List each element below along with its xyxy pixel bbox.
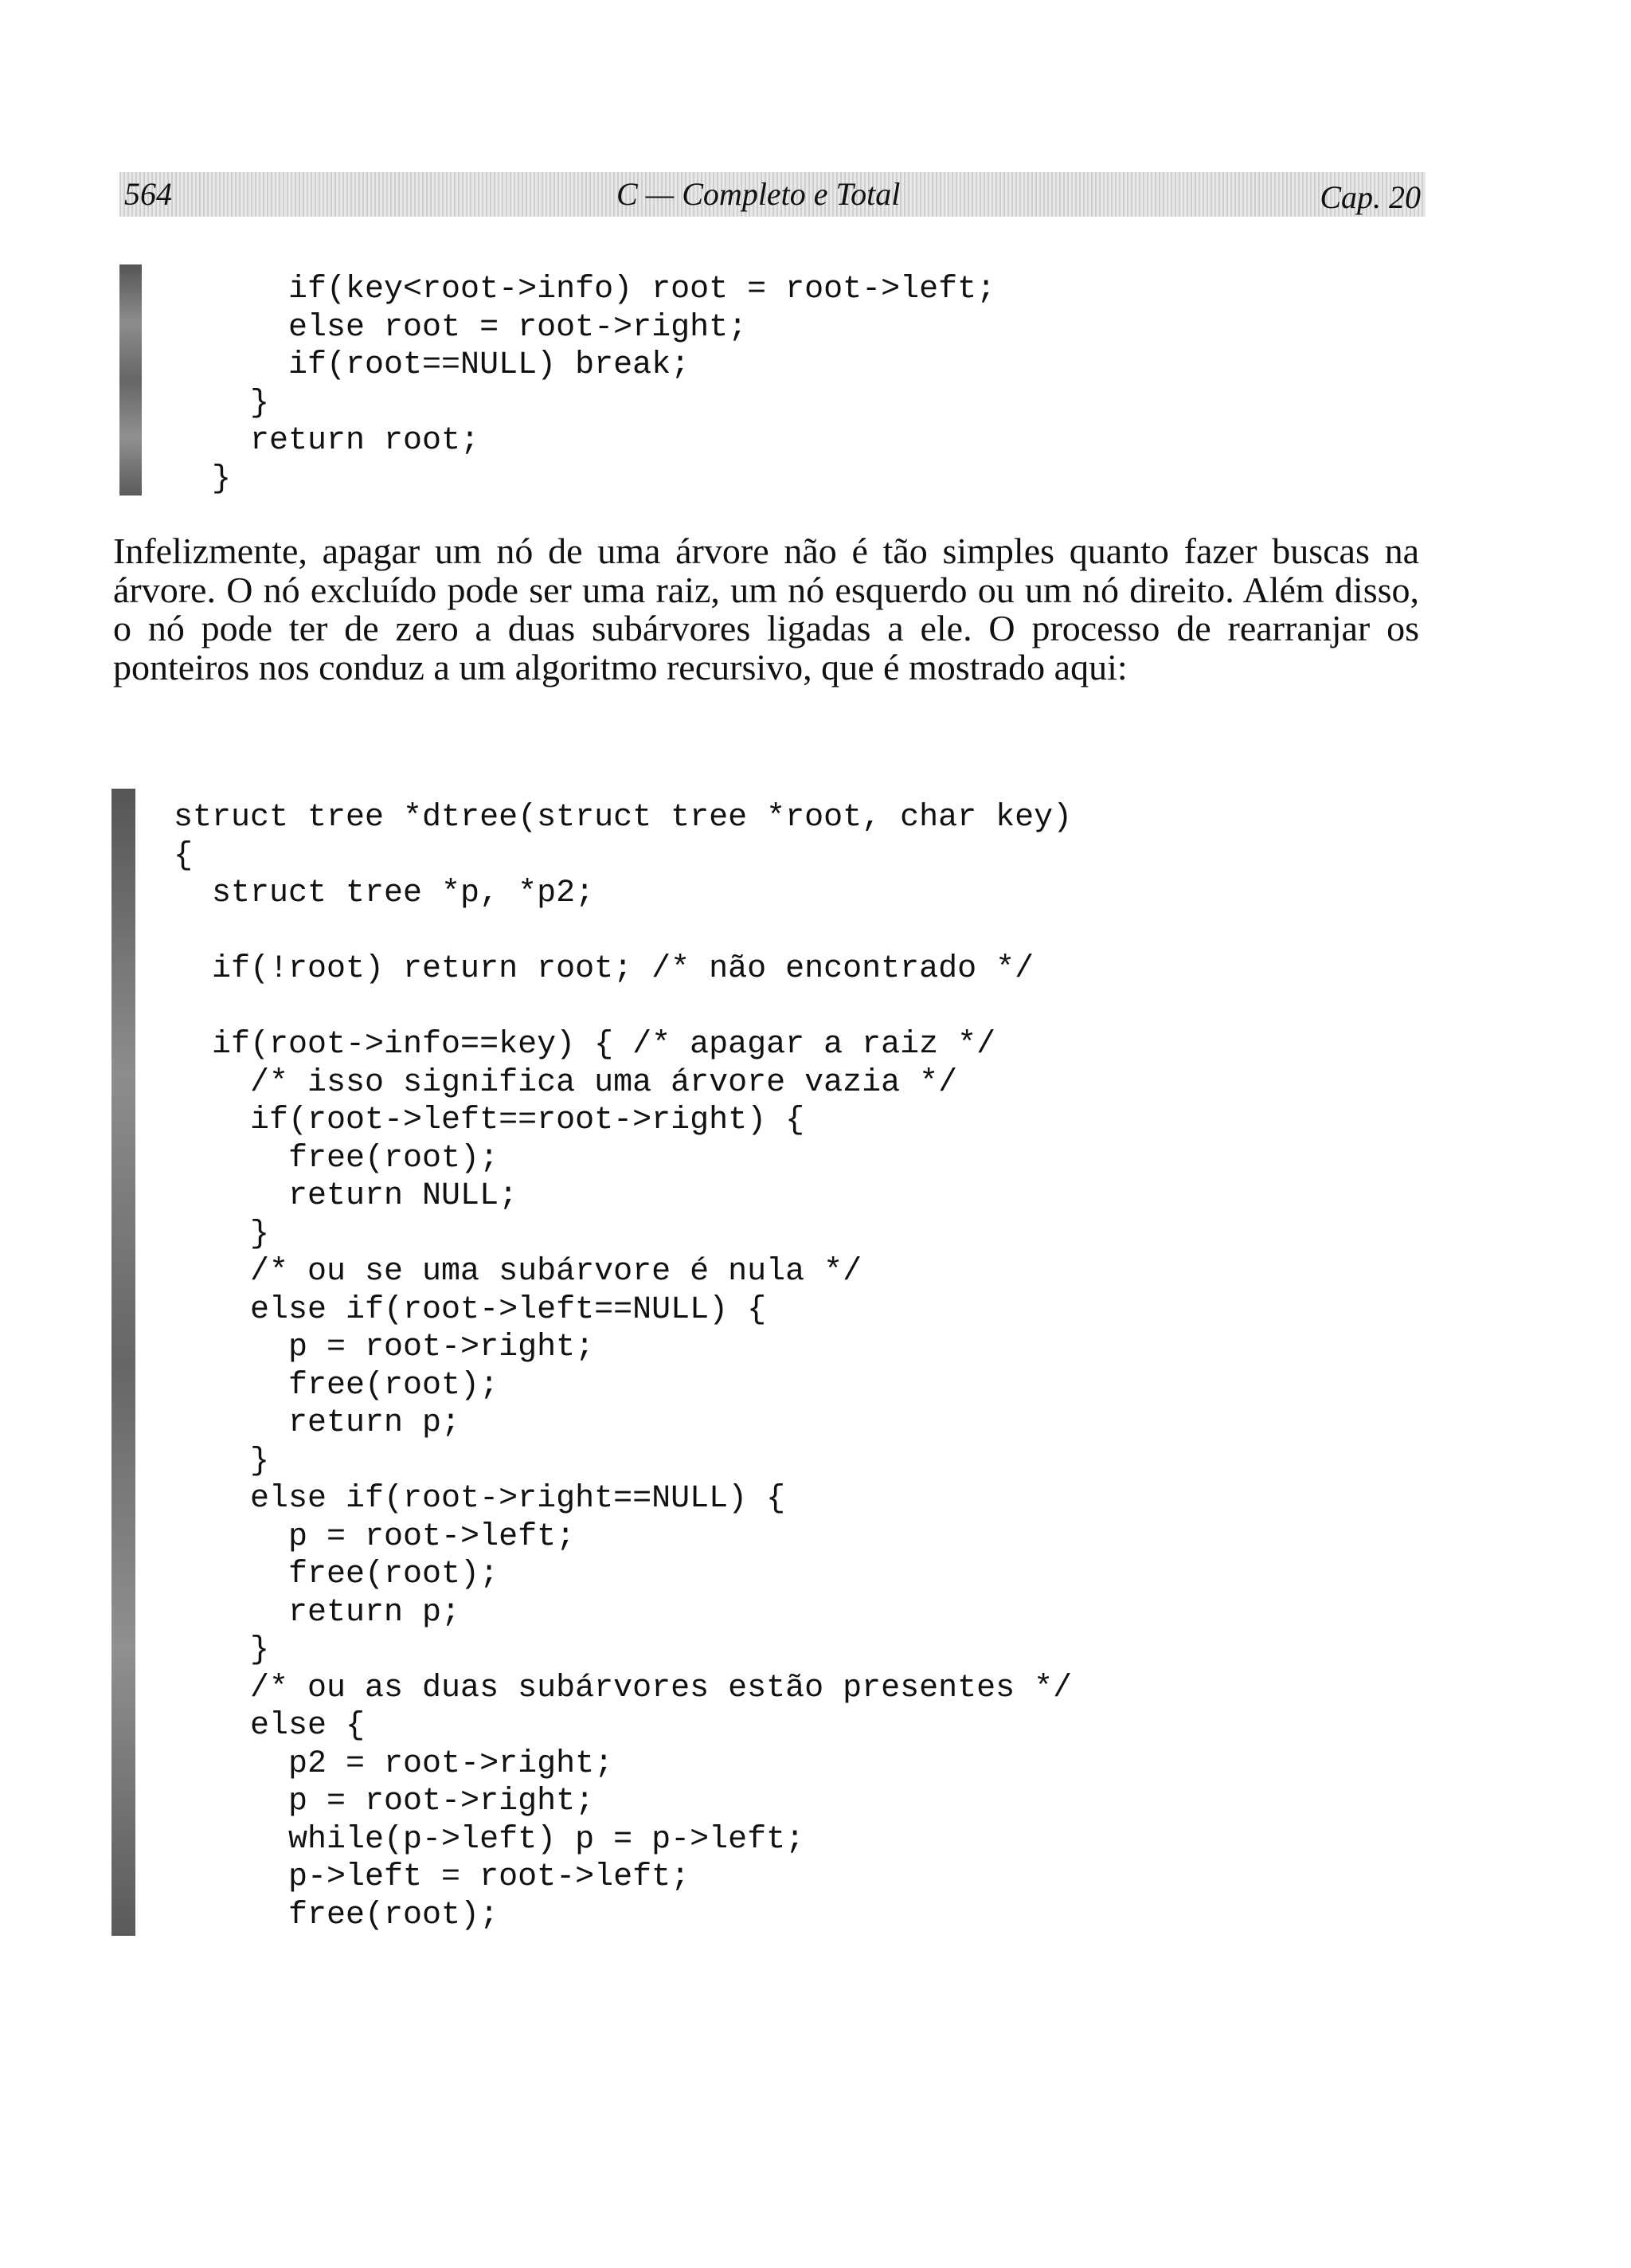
- body-paragraph: Infelizmente, apagar um nó de uma árvore não é tão simples quanto fazer buscas na árvore. O nó excluído pode ser uma raiz, um nó esquerdo ou um nó direito. Além disso, o nó pode ter de zero a duas subárvores ligadas a ele. O processo de rearranjar os ponteiros nos conduz a um algoritmo recursivo, que é mostrado aqui:: [113, 531, 1419, 687]
- page-header: [119, 172, 1426, 217]
- code-margin-bar: [119, 264, 142, 496]
- book-title: C — Completo e Total: [616, 176, 901, 212]
- page-number: 564: [124, 176, 172, 212]
- chapter-label: Cap. 20: [1320, 179, 1421, 215]
- code-listing-top: if(key<root->info) root = root->left; else root = root->right; if(root==NULL) break; } return root; }: [212, 272, 996, 497]
- code-listing-dtree: struct tree *dtree(struct tree *root, char key) { struct tree *p, *p2; if(!root) return root; /* não encontrado */ if(root->info==key) { /* apagar a raiz */ /* isso significa uma árvore vazia */ if(root->left==root->right) { free(root); return NULL; } /* ou se uma subárvore é nula */ else if(root->left==NULL) { p = root->right; free(root); return p; } else if(root->right==NULL) { p = root->left; free(root); return p; } /* ou as duas subárvores estão presentes */ else { p2 = root->right; p = root->right; while(p->left) p = p->left; p->left = root->left; free(root);: [174, 800, 1073, 1933]
- code-margin-bar-main: [111, 789, 135, 1936]
